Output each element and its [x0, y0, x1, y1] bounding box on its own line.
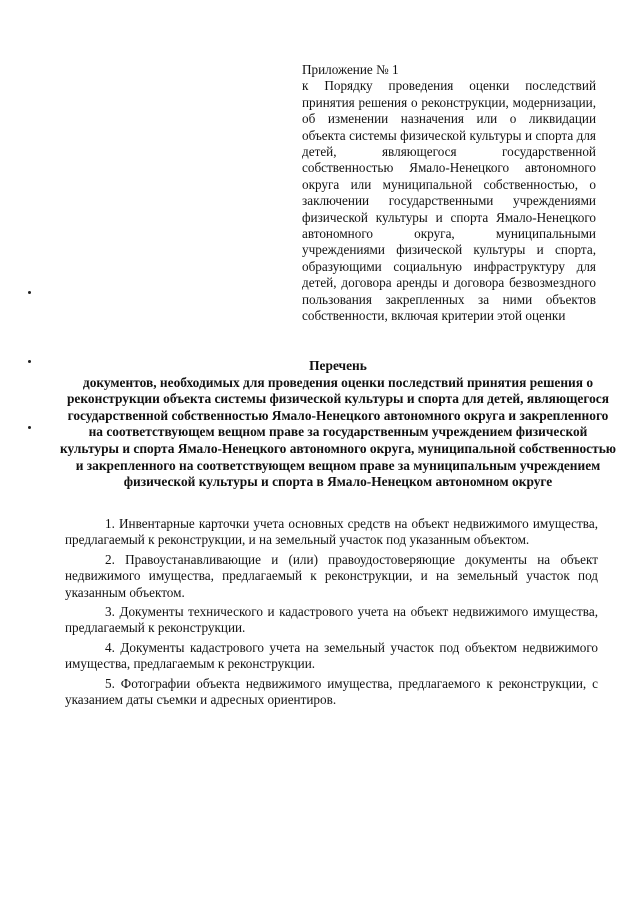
document-subtitle: документов, необходимых для проведения оценки последствий принятия решения о реконструкции объекта системы физической культуры и спорта для детей, являющегося государственной собственностью Ямало-Ненецкого автономного округа и закрепленного на соответствующем вещном праве за государственным учреждением физической культуры и спорта Ямало-Ненецкого автономного округа, муниципальной собственностью и закрепленного на соответствующем вещном праве за муниципальным учреждением физической культуры и спорта в Ямало-Ненецком автономном округе: [60, 374, 617, 490]
scan-dot-mark: [28, 360, 31, 363]
appendix-body: к Порядку проведения оценки последствий принятия решения о реконструкции, модернизации, об изменении назначения или о ликвидации объекта системы физической культуры и спорта для детей, являющегося государственной собственностью Ямало-Ненецкого автономного округа или муниципальной собственностью, о заключении государственными учреждениями физической культуры и спорта Ямало-Ненецкого автономного округа, муниципальными учреждениями физической культуры и спорта, образующими социальную инфраструктуру для детей, договора аренды и договора безвозмездного пользования закрепленных за ними объектов собственности, включая критерии этой оценки: [302, 78, 596, 324]
list-item: 5. Фотографии объекта недвижимого имущества, предлагаемого к реконструкции, с указанием даты съемки и адресных ориентиров.: [65, 675, 598, 708]
scan-dot-mark: [28, 426, 31, 429]
appendix-note: [302, 62, 596, 325]
list-item: 4. Документы кадастрового учета на земельный участок под объектом недвижимого имущества, предлагаемым к реконструкции.: [65, 639, 598, 672]
document-list: [65, 516, 598, 711]
scan-dot-mark: [28, 291, 31, 294]
list-item: 1. Инвентарные карточки учета основных средств на объект недвижимого имущества, предлагаемый к реконструкции, и на земельный участок под указанным объектом.: [65, 516, 598, 548]
list-item: 2. Правоустанавливающие и (или) правоудостоверяющие документы на объект недвижимого имущества, предлагаемый к реконструкции, и на земельный участок под указанным объектом.: [65, 551, 598, 600]
list-item: 3. Документы технического и кадастрового учета на объект недвижимого имущества, предлагаемый к реконструкции.: [65, 604, 598, 636]
document-title-block: [60, 358, 616, 491]
appendix-title: Приложение № 1: [302, 62, 399, 77]
document-heading: Перечень: [309, 358, 367, 373]
